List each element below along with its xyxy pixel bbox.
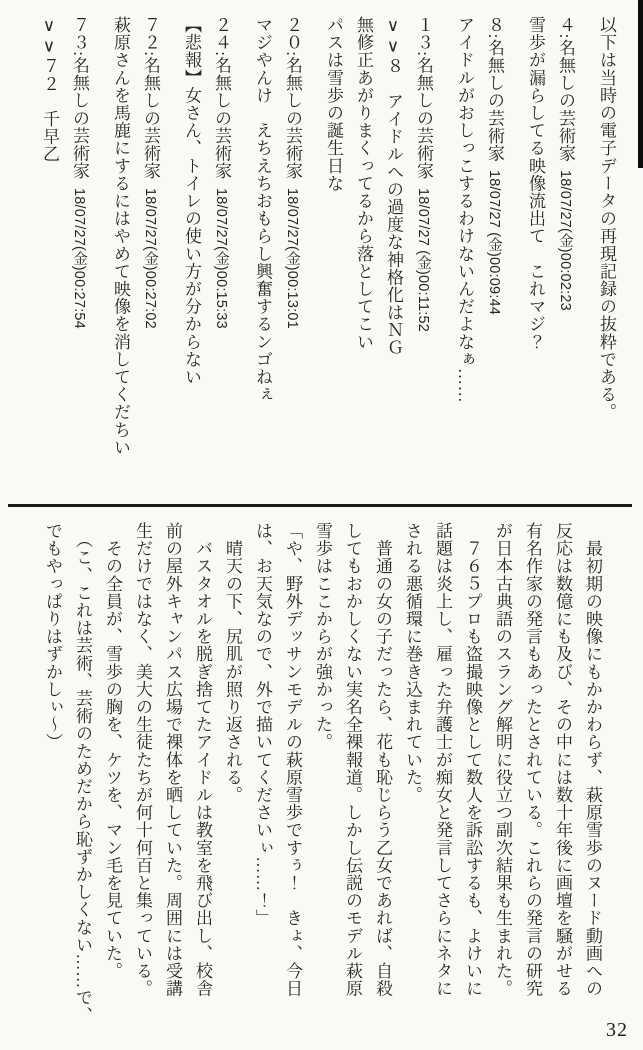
post-header [135, 16, 165, 498]
prose-line: 反応は数億にも及び、その中には数十年後に画壇を騒がせる [553, 522, 572, 998]
post-number-name: ４:名無しの芸術家 [556, 16, 575, 163]
post-line [378, 16, 408, 498]
post-date: 18/07/27 (金)00:09:44 [486, 170, 502, 316]
post-header [277, 16, 307, 498]
prose-line: 生だけではなく、美大の生徒たちが何十何百と集っている。 [133, 522, 152, 998]
page-edge-mark [638, 0, 643, 168]
post-date: 18/07/27(金)00:27:54 [71, 187, 87, 329]
post-number-name: ７３:名無しの芸術家 [70, 16, 89, 180]
post-header [479, 16, 509, 498]
prose-line: 晴天の下、尻肌が照り返される。 [223, 522, 242, 804]
post-4 [520, 16, 580, 498]
anchor-tail: アイドルへの過度な神格化はＮＧ [384, 74, 403, 357]
post-date: 18/07/27(金)00:02:23 [557, 170, 573, 311]
page-number: 32 [606, 1019, 628, 1041]
post-line: 萩原さんを馬鹿にするにはやめて映像を消してくだちい [111, 16, 130, 456]
prose-line: 最初期の映像にもかかわらず、萩原雪歩のヌード動画への [583, 522, 602, 998]
post-72 [105, 16, 165, 498]
post-date: 18/07/27 (金)00:11:52 [415, 187, 431, 332]
prose-line: その全員が、雪歩の胸を、ケツを、マン毛を見ていた。 [103, 522, 122, 980]
thread-intro-line: 以下は当時の電子データの再現記録の抜粋である。 [597, 16, 616, 421]
post-24 [176, 16, 236, 498]
post-number-name: ７２:名無しの芸術家 [141, 16, 160, 180]
post-line: 【悲報】女さん、トイレの使い方が分からない [182, 16, 201, 386]
prose-line: される悪循環に巻き込まれていた。 [403, 522, 422, 804]
post-date: 18/07/27(金)00:13:01 [284, 187, 300, 329]
reply-anchor: ∨∨８ [384, 16, 403, 75]
post-number-name: ２４:名無しの芸術家 [212, 16, 231, 180]
post-line: 無修正あがりまくってるから落としてこい [354, 16, 373, 351]
section-divider [8, 504, 632, 507]
post-13 [318, 16, 438, 498]
post-line: マジやんけ えちえちおもらし興奮するンゴねぇ [253, 16, 272, 404]
prose-line: 前の屋外キャンパス広場で裸体を晒していた。周囲には受講 [163, 522, 182, 998]
prose-line: が日本古典語のスラング解明に役立つ副次結果も生まれた。 [493, 522, 512, 998]
prose-line: 有名作家の発言もあったとされている。これらの発言の研究 [523, 522, 542, 998]
prose-section [37, 522, 607, 1034]
prose-line: 雪歩はここからが強かった。 [313, 522, 332, 751]
post-line: アイドルがおしっこするわけないんだよなぁ…… [455, 16, 474, 404]
thread-section [34, 16, 621, 498]
post-date: 18/07/27(金)00:15:33 [213, 187, 229, 329]
prose-line: は、お天気なので、外で描いてくださいぃ……！」 [253, 522, 272, 927]
post-line: 雪歩が漏らしてる映像流出て これマジ？ [526, 16, 545, 351]
prose-line: してもおかしくない実名全裸報道。しかし伝説のモデル萩原 [343, 522, 362, 998]
prose-line: 普通の女の子だったら、花も恥じらう乙女であれば、自殺 [373, 522, 392, 998]
post-line [34, 16, 64, 498]
post-header [206, 16, 236, 498]
post-date: 18/07/27(金)00:27:02 [142, 187, 158, 329]
post-number-name: １３:名無しの芸術家 [414, 16, 433, 180]
prose-line: 「や、野外デッサンモデルの萩原雪歩ですぅ！ きょ、今日 [283, 522, 302, 998]
post-header [408, 16, 438, 498]
reply-anchor: ∨∨７２ [40, 16, 59, 93]
prose-line: バスタオルを脱ぎ捨てたアイドルは教室を飛び出し、校舎 [193, 522, 212, 998]
post-line: パスは雪歩の誕生日な [324, 16, 343, 192]
prose-line: （こ、これは芸術、芸術のためだから恥ずかしくない……で、 [73, 522, 92, 1024]
post-header [64, 16, 94, 498]
prose-line: ７６５プロも盗撮映像として数人を訴訟するも、よけいに [463, 522, 482, 998]
prose-line: でもやっぱりはずかしぃ～） [43, 522, 62, 751]
post-number-name: ８:名無しの芸術家 [485, 16, 504, 163]
anchor-tail: 千早乙 [40, 92, 59, 163]
post-8 [449, 16, 509, 498]
post-20 [247, 16, 307, 498]
post-number-name: ２０:名無しの芸術家 [283, 16, 302, 180]
prose-line: 話題は炎上し、雇った弁護士が痴女と発言してさらにネタに [433, 522, 452, 998]
post-header [550, 16, 580, 498]
post-73 [34, 16, 94, 498]
